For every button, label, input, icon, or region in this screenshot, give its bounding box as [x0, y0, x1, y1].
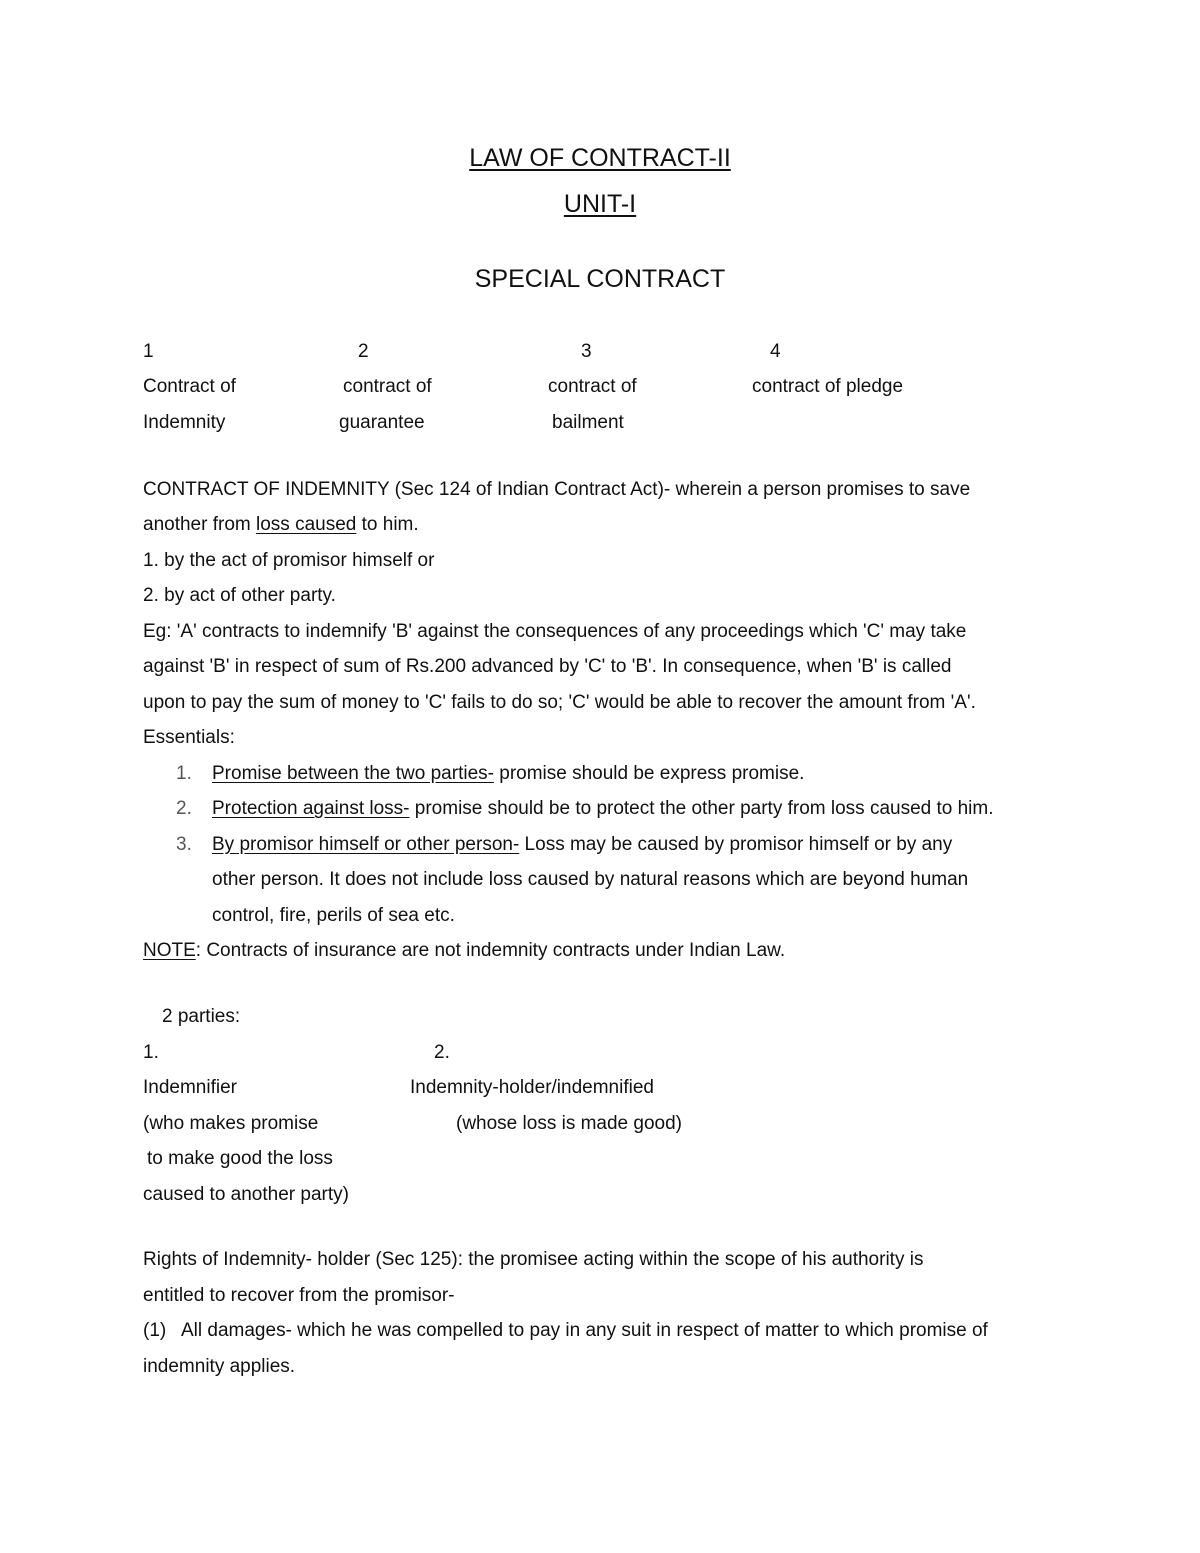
party2-name: Indemnity-holder/indemnified [410, 1077, 654, 1098]
example-line1: Eg: 'A' contracts to indemnify 'B' against the consequences of any proceedings which 'C' may take [143, 621, 967, 642]
col1-row2: Indemnity [143, 412, 226, 433]
document-title: LAW OF CONTRACT-II [469, 144, 731, 172]
essential3-text: Loss may be caused by promisor himself or by any [519, 834, 953, 855]
essential1 [212, 762, 804, 786]
rights-line3: (1) All damages- which he was compelled to pay in any suit in respect of matter to which promise of [143, 1320, 988, 1341]
essentials-label: Essentials: [143, 727, 235, 748]
indemnity-heading-rest: (Sec 124 of Indian Contract Act)- wherein a person promises to save [389, 479, 971, 500]
section-heading: SPECIAL CONTRACT [474, 265, 726, 293]
party1-desc-line2: to make good the loss [147, 1148, 333, 1169]
essential2-number: 2. [176, 798, 192, 819]
indemnity-definition-line2 [143, 513, 419, 537]
line2-end: to him. [356, 514, 419, 535]
indemnity-point2: 2. by act of other party. [143, 585, 336, 606]
example-line2: against 'B' in respect of sum of Rs.200 advanced by 'C' to 'B'. In consequence, when 'B' is called [143, 656, 952, 677]
rights-line4: indemnity applies. [143, 1356, 296, 1377]
note [143, 939, 785, 963]
essential3-continued-line2: control, fire, perils of sea etc. [212, 905, 455, 926]
essential1-title: Promise between the two parties- [212, 763, 494, 784]
col2-number: 2 [358, 341, 369, 362]
essential3 [212, 833, 952, 857]
party1-desc-line1: (who makes promise [143, 1113, 319, 1134]
essential1-number: 1. [176, 763, 192, 784]
essential3-title: By promisor himself or other person- [212, 834, 520, 855]
col1-row1: Contract of [143, 376, 236, 397]
note-label: NOTE [143, 940, 196, 961]
essential3-continued-line1: other person. It does not include loss caused by natural reasons which are beyond human [212, 869, 969, 890]
rights-line2: entitled to recover from the promisor- [143, 1285, 455, 1306]
rights-line1: Rights of Indemnity- holder (Sec 125): the promisee acting within the scope of his authority is [143, 1249, 924, 1270]
parties-heading: 2 parties: [162, 1006, 241, 1027]
col3-number: 3 [581, 341, 592, 362]
essential3-number: 3. [176, 834, 192, 855]
indemnity-point1: 1. by the act of promisor himself or [143, 550, 435, 571]
essential2-text: promise should be to protect the other party from loss caused to him. [409, 798, 994, 819]
party2-number: 2. [434, 1042, 450, 1063]
col4-number: 4 [770, 341, 781, 362]
unit-heading: UNIT-I [563, 190, 637, 218]
note-text: : Contracts of insurance are not indemnity contracts under Indian Law. [195, 940, 786, 961]
col3-row2: bailment [552, 412, 624, 433]
example-line3: upon to pay the sum of money to 'C' fails to do so; 'C' would be able to recover the amount from 'A'. [143, 692, 976, 713]
party1-number: 1. [143, 1042, 159, 1063]
essential1-text: promise should be express promise. [493, 763, 805, 784]
col3-row1: contract of [548, 376, 637, 397]
party1-name: Indemnifier [143, 1077, 237, 1098]
indemnity-definition-line1 [143, 478, 970, 502]
col2-row1: contract of [343, 376, 432, 397]
col2-row2: guarantee [339, 412, 425, 433]
party2-desc: (whose loss is made good) [456, 1113, 682, 1134]
indemnity-heading: CONTRACT OF INDEMNITY [143, 479, 390, 500]
col1-number: 1 [143, 341, 154, 362]
essential2 [212, 797, 994, 821]
line2-text: another from [143, 514, 256, 535]
essential2-title: Protection against loss- [212, 798, 410, 819]
col4-row1: contract of pledge [752, 376, 904, 397]
party1-desc-line3: caused to another party) [143, 1184, 349, 1205]
loss-caused-term: loss caused [256, 514, 357, 535]
